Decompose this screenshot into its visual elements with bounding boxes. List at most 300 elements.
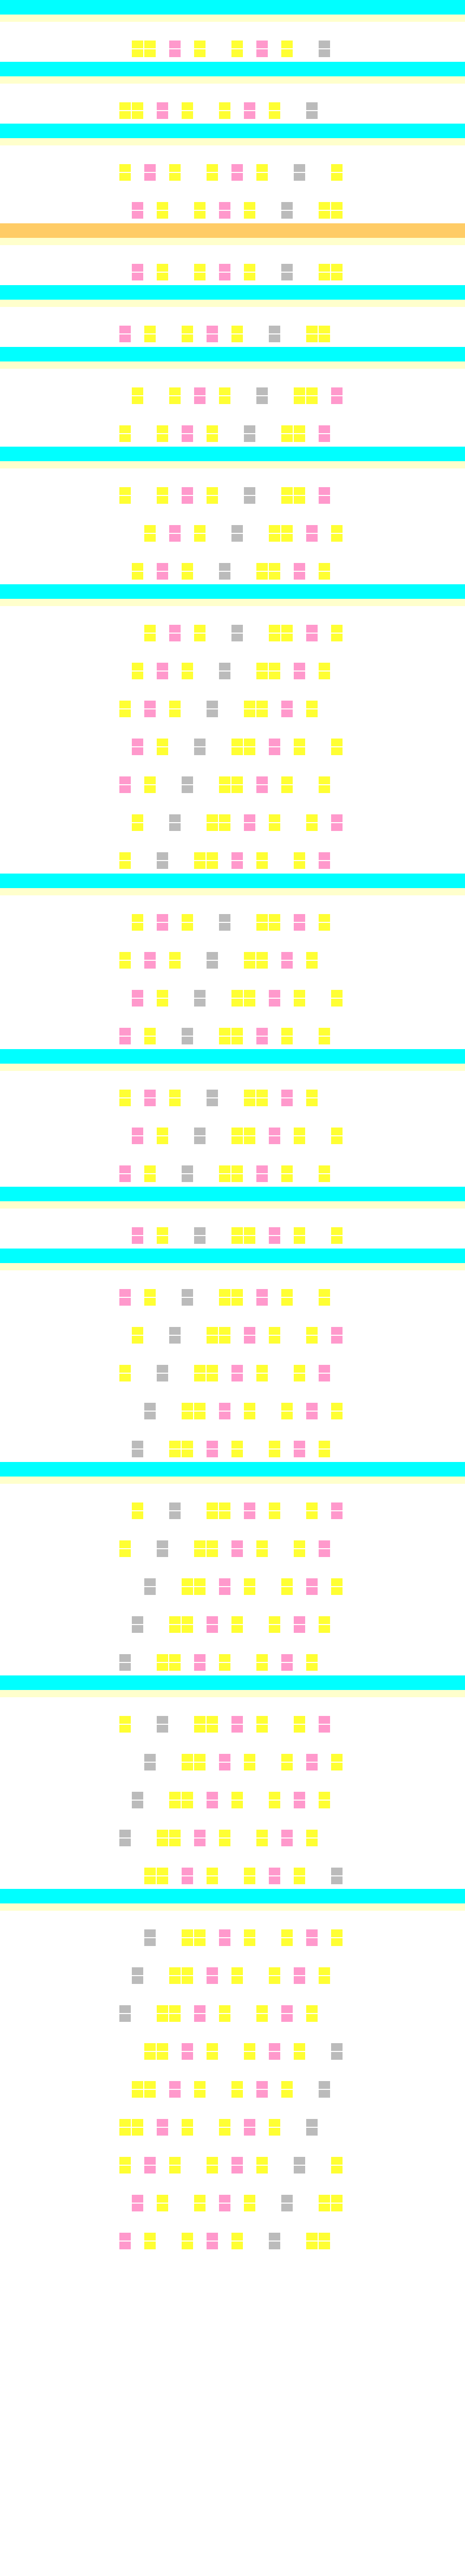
hole-score-cell: [244, 2128, 255, 2136]
hole-score-cell: [269, 1532, 280, 1539]
header-out: [355, 124, 386, 138]
hole-score-cell: [182, 1218, 193, 1226]
hole-score-cell: [194, 487, 206, 495]
hole-score-cell: [269, 1549, 280, 1557]
hole-score-cell: [219, 1921, 230, 1928]
round-label: [0, 836, 465, 843]
hole-score-cell: [132, 525, 143, 533]
hole-score-cell: [244, 1365, 255, 1373]
score-row: [0, 1449, 465, 1458]
hole-score-cell: [182, 155, 193, 163]
hole-score-cell: [144, 1716, 156, 1724]
hole-score-cell: [169, 654, 181, 662]
hole-score-cell: [194, 417, 206, 424]
hole-score-cell: [219, 563, 230, 571]
hole-score-cell: [256, 952, 268, 960]
hole-score-cell: [269, 1616, 280, 1624]
hole-score-cell: [207, 516, 218, 524]
score-row: [0, 814, 465, 823]
hole-score-cell: [169, 1098, 181, 1106]
hole-score-cell: [169, 1280, 181, 1288]
hole-score-cell: [194, 843, 206, 851]
hole-score-cell: [207, 1859, 218, 1867]
hole-score-cell: [331, 1236, 343, 1244]
hole-score-cell: [219, 1174, 230, 1182]
hole-score-cell: [194, 2014, 206, 2022]
hole-score-cell: [331, 1763, 343, 1770]
hole-score-cell: [256, 1098, 268, 1106]
hole-score-cell: [256, 990, 268, 998]
hole-score-cell: [294, 1157, 305, 1164]
hole-score-cell: [182, 1403, 193, 1411]
hole-score-cell: [294, 1938, 305, 1946]
hole-score-cell: [294, 823, 305, 831]
hole-score-cell: [169, 861, 181, 869]
hole-score-cell: [244, 478, 255, 486]
hole-score-cell: [182, 1336, 193, 1344]
hole-score-cell: [306, 2110, 318, 2118]
hole-score-cell: [182, 2166, 193, 2174]
hole-score-cell: [132, 2081, 143, 2089]
par-row: [0, 300, 465, 307]
hole-score-cell: [182, 861, 193, 869]
hole-score-cell: [244, 2014, 255, 2022]
hole-score-cell: [157, 943, 168, 951]
hole-label: [122, 447, 154, 461]
hole-score-cell: [231, 2005, 243, 2013]
hole-score-cell: [256, 1218, 268, 1226]
score-row: [0, 1920, 465, 1929]
hole-score-cell: [169, 1174, 181, 1182]
hole-score-cell: [144, 1174, 156, 1182]
hole-label: [122, 1889, 154, 1903]
hole-score-cell: [256, 2110, 268, 2118]
hole-score-cell: [331, 1645, 343, 1653]
hole-score-cell: [294, 2034, 305, 2042]
hole-score-cell: [194, 2128, 206, 2136]
hole-score-cell: [169, 2014, 181, 2022]
hole-score-cell: [319, 806, 330, 813]
hole-score-cell: [306, 434, 318, 442]
hole-score-cell: [182, 496, 193, 504]
hole-score-cell: [269, 2110, 280, 2118]
hole-score-cell: [157, 999, 168, 1007]
score-row: [0, 416, 465, 425]
hole-score-cell: [157, 2186, 168, 2194]
score-row: [0, 1662, 465, 1671]
hole-score-cell: [231, 823, 243, 831]
hole-score-cell: [157, 2157, 168, 2165]
hole-score-cell: [144, 672, 156, 679]
hole-score-cell: [269, 1450, 280, 1457]
hole-score-cell: [207, 2224, 218, 2232]
hole-score-cell: [119, 1098, 131, 1106]
hole-score-cell: [281, 1289, 293, 1297]
hole-score-cell: [182, 1707, 193, 1715]
hole-score-cell: [219, 861, 230, 869]
hole-score-cell: [294, 1967, 305, 1975]
hole-score-cell: [244, 2072, 255, 2080]
hole-score-cell: [157, 1136, 168, 1144]
par-label: [0, 76, 149, 84]
hole-score-cell: [244, 1412, 255, 1419]
hole-score-cell: [144, 1868, 156, 1875]
hole-score-cell: [269, 1625, 280, 1633]
hole-score-cell: [331, 1174, 343, 1182]
hole-score-cell: [256, 1028, 268, 1036]
hole-score-cell: [306, 2148, 318, 2156]
hole-score-cell: [169, 999, 181, 1007]
hole-score-cell: [157, 2204, 168, 2211]
hole-score-cell: [169, 785, 181, 793]
hole-score-cell: [306, 478, 318, 486]
hole-score-cell: [144, 1663, 156, 1671]
match-section: [0, 1049, 465, 1183]
hole-score-cell: [169, 1394, 181, 1402]
hole-score-cell: [119, 2043, 131, 2051]
hole-score-cell: [144, 41, 156, 48]
hole-score-cell: [157, 1625, 168, 1633]
hole-score-cell: [207, 823, 218, 831]
hole-score-cell: [294, 1663, 305, 1671]
hole-score-cell: [144, 417, 156, 424]
hole-score-cell: [169, 1859, 181, 1867]
hole-score-cell: [244, 1868, 255, 1875]
hole-score-cell: [319, 981, 330, 989]
hole-score-cell: [231, 1502, 243, 1510]
hole-score-cell: [269, 785, 280, 793]
hole-score-cell: [207, 1336, 218, 1344]
hole-score-cell: [244, 193, 255, 201]
hole-score-cell: [256, 2081, 268, 2089]
hole-score-cell: [219, 1654, 230, 1662]
hole-score-cell: [157, 843, 168, 851]
hole-score-cell: [119, 923, 131, 931]
hole-score-cell: [244, 1921, 255, 1928]
hole-score-cell: [194, 1502, 206, 1510]
hole-score-cell: [256, 1365, 268, 1373]
hole-score-cell: [331, 2157, 343, 2165]
team-block: [0, 1562, 465, 1595]
hole-score-cell: [207, 1098, 218, 1106]
hole-score-cell: [182, 1019, 193, 1027]
hole-score-cell: [331, 1783, 343, 1791]
hole-score-cell: [281, 387, 293, 395]
hole-score-cell: [294, 654, 305, 662]
hole-score-cell: [256, 1174, 268, 1182]
hole-score-cell: [119, 1327, 131, 1335]
hole-score-cell: [319, 1450, 330, 1457]
hole-score-cell: [132, 1019, 143, 1027]
hole-score-cell: [331, 768, 343, 775]
hole-score-cell: [244, 1028, 255, 1036]
hole-score-cell: [269, 990, 280, 998]
hole-score-cell: [231, 981, 243, 989]
team-block: [0, 1149, 465, 1183]
hole-score-cell: [144, 1412, 156, 1419]
hole-score-cell: [194, 264, 206, 272]
hole-score-cell: [182, 2110, 193, 2118]
hole-score-cell: [157, 747, 168, 755]
hole-score-cell: [281, 1136, 293, 1144]
hole-score-cell: [306, 1763, 318, 1770]
hole-score-cell: [157, 1502, 168, 1510]
hole-score-cell: [182, 823, 193, 831]
hole-score-cell: [269, 1394, 280, 1402]
hole-score-cell: [169, 1707, 181, 1715]
hole-score-cell: [331, 1280, 343, 1288]
hole-score-cell: [182, 616, 193, 624]
hole-score-cell: [269, 1859, 280, 1867]
hole-score-cell: [169, 1218, 181, 1226]
hole-score-cell: [331, 1218, 343, 1226]
hole-score-cell: [132, 2157, 143, 2165]
hole-score-cell: [194, 1745, 206, 1753]
hole-score-cell: [281, 1098, 293, 1106]
score-row: [0, 272, 465, 281]
hole-score-cell: [306, 785, 318, 793]
hole-score-cell: [244, 2157, 255, 2165]
hole-score-cell: [182, 1450, 193, 1457]
hole-score-cell: [219, 2195, 230, 2203]
hole-score-cell: [219, 1745, 230, 1753]
hole-score-cell: [169, 173, 181, 181]
hole-score-cell: [256, 1502, 268, 1510]
hole-score-cell: [119, 1868, 131, 1875]
hole-score-cell: [269, 1569, 280, 1577]
hole-score-cell: [244, 554, 255, 562]
hole-score-cell: [269, 1289, 280, 1297]
hole-score-cell: [306, 861, 318, 869]
hole-score-cell: [319, 2110, 330, 2118]
hole-score-cell: [294, 2186, 305, 2194]
hole-score-cell: [144, 1549, 156, 1557]
hole-score-cell: [207, 525, 218, 533]
hole-score-cell: [269, 852, 280, 860]
par-row: [0, 1903, 465, 1911]
hole-score-cell: [194, 1412, 206, 1419]
round-label: [0, 247, 465, 254]
team-block: [0, 684, 465, 718]
team-block: [0, 897, 465, 931]
hole-score-cell: [294, 1976, 305, 1984]
hole-score-cell: [281, 1365, 293, 1373]
hole-score-cell: [306, 1645, 318, 1653]
hole-score-cell: [194, 1098, 206, 1106]
hole-score-cell: [331, 634, 343, 641]
hole-score-cell: [132, 41, 143, 48]
hole-score-cell: [231, 2072, 243, 2080]
hole-score-cell: [256, 396, 268, 404]
hole-score-cell: [119, 326, 131, 333]
hole-score-cell: [144, 1019, 156, 1027]
hole-score-cell: [319, 1645, 330, 1653]
hole-score-cell: [144, 1578, 156, 1586]
hole-score-cell: [219, 1374, 230, 1381]
hole-score-cell: [256, 1090, 268, 1097]
hole-score-cell: [331, 417, 343, 424]
hole-score-cell: [132, 1450, 143, 1457]
hole-score-cell: [331, 1090, 343, 1097]
hole-score-cell: [269, 49, 280, 57]
hole-score-cell: [132, 1298, 143, 1306]
hole-score-cell: [281, 1540, 293, 1548]
score-row: [0, 1236, 465, 1244]
hole-score-cell: [281, 1450, 293, 1457]
hole-score-cell: [207, 1136, 218, 1144]
hole-score-cell: [132, 379, 143, 386]
hole-score-cell: [157, 1783, 168, 1791]
hole-score-cell: [182, 1654, 193, 1662]
hole-score-cell: [231, 1403, 243, 1411]
team-block: [0, 935, 465, 969]
hole-score-cell: [132, 806, 143, 813]
hole-score-cell: [132, 1511, 143, 1519]
hole-score-cell: [219, 1327, 230, 1335]
hole-score-cell: [194, 1227, 206, 1235]
hole-score-cell: [306, 317, 318, 325]
team-block: [0, 309, 465, 343]
hole-score-cell: [219, 434, 230, 442]
hole-score-cell: [182, 2195, 193, 2203]
hole-score-cell: [331, 1540, 343, 1548]
hole-score-cell: [244, 843, 255, 851]
hole-score-cell: [269, 2081, 280, 2089]
hole-score-cell: [256, 943, 268, 951]
hole-score-cell: [319, 739, 330, 746]
hole-score-cell: [132, 2204, 143, 2211]
header-out: [355, 1187, 386, 1201]
hole-score-cell: [157, 1298, 168, 1306]
hole-score-cell: [132, 1128, 143, 1135]
hole-score-cell: [119, 1227, 131, 1235]
team-block: [0, 1011, 465, 1045]
par-label: [0, 1201, 149, 1209]
team-block: [0, 409, 465, 442]
hole-score-cell: [294, 1298, 305, 1306]
header-grs: [417, 62, 441, 76]
hole-score-cell: [144, 2119, 156, 2127]
hole-score-cell: [331, 730, 343, 737]
hole-score-cell: [119, 861, 131, 869]
hole-score-cell: [256, 264, 268, 272]
header-out: [355, 584, 386, 599]
hole-score-cell: [132, 634, 143, 641]
hole-score-cell: [119, 2052, 131, 2060]
hole-score-cell: [294, 2157, 305, 2165]
hole-score-cell: [207, 1365, 218, 1373]
hole-score-cell: [256, 843, 268, 851]
hole-score-cell: [269, 496, 280, 504]
hole-score-cell: [281, 961, 293, 969]
hole-label: [122, 874, 154, 888]
round-label: [0, 1524, 465, 1531]
hole-score-cell: [269, 1578, 280, 1586]
hole-score-cell: [219, 173, 230, 181]
hole-score-cell: [194, 2052, 206, 2060]
hole-score-cell: [231, 1754, 243, 1762]
hole-score-cell: [169, 2128, 181, 2136]
hole-score-cell: [256, 525, 268, 533]
hole-score-cell: [219, 2233, 230, 2240]
hole-score-cell: [306, 1532, 318, 1539]
hole-score-cell: [294, 2204, 305, 2211]
hole-score-cell: [306, 672, 318, 679]
hole-score-cell: [306, 1432, 318, 1440]
hole-score-cell: [269, 1028, 280, 1036]
match-header: [0, 874, 465, 888]
hole-score-cell: [182, 1128, 193, 1135]
score-row: [0, 1616, 465, 1625]
hole-score-cell: [169, 1298, 181, 1306]
hole-score-cell: [119, 1578, 131, 1586]
hole-score-cell: [119, 914, 131, 922]
hole-score-cell: [119, 2072, 131, 2080]
hole-score-cell: [319, 1938, 330, 1946]
hole-score-cell: [244, 747, 255, 755]
hole-score-cell: [119, 1569, 131, 1577]
hole-score-cell: [157, 49, 168, 57]
hole-score-cell: [119, 1236, 131, 1244]
hole-score-cell: [331, 616, 343, 624]
hole-score-cell: [306, 2034, 318, 2042]
hole-score-cell: [169, 1587, 181, 1595]
hole-score-cell: [256, 1578, 268, 1586]
round-label: [0, 185, 465, 193]
hole-score-cell: [219, 663, 230, 670]
hole-score-cell: [331, 1792, 343, 1800]
match-date-block: [0, 1889, 122, 1903]
hole-score-cell: [269, 1745, 280, 1753]
hole-score-cell: [256, 739, 268, 746]
hole-score-cell: [219, 943, 230, 951]
hole-score-cell: [244, 701, 255, 708]
hole-score-cell: [231, 672, 243, 679]
hole-score-cell: [244, 32, 255, 39]
hole-score-cell: [294, 496, 305, 504]
hole-score-cell: [294, 625, 305, 633]
hole-score-cell: [157, 1327, 168, 1335]
hole-score-cell: [169, 2233, 181, 2240]
hole-score-cell: [231, 111, 243, 119]
hole-score-cell: [256, 1839, 268, 1846]
hole-score-cell: [169, 961, 181, 969]
hole-score-cell: [132, 1081, 143, 1089]
hole-score-cell: [182, 1958, 193, 1966]
hole-score-cell: [119, 943, 131, 951]
header-net: [441, 285, 465, 300]
hole-score-cell: [207, 1976, 218, 1984]
hole-score-cell: [331, 672, 343, 679]
hole-score-cell: [319, 1412, 330, 1419]
hole-score-cell: [132, 264, 143, 272]
hole-score-cell: [132, 1830, 143, 1837]
score-row: [0, 1165, 465, 1174]
hole-score-cell: [169, 2081, 181, 2089]
hole-score-cell: [294, 1236, 305, 1244]
score-row: [0, 1607, 465, 1616]
hole-score-cell: [306, 1745, 318, 1753]
hole-score-cell: [132, 211, 143, 219]
hole-score-cell: [169, 2204, 181, 2211]
hole-score-cell: [306, 2233, 318, 2240]
hole-score-cell: [294, 334, 305, 342]
score-row: [0, 1625, 465, 1633]
score-row: [0, 202, 465, 210]
team-block: [0, 2064, 465, 2098]
header-in: [386, 0, 417, 15]
hole-score-cell: [281, 852, 293, 860]
